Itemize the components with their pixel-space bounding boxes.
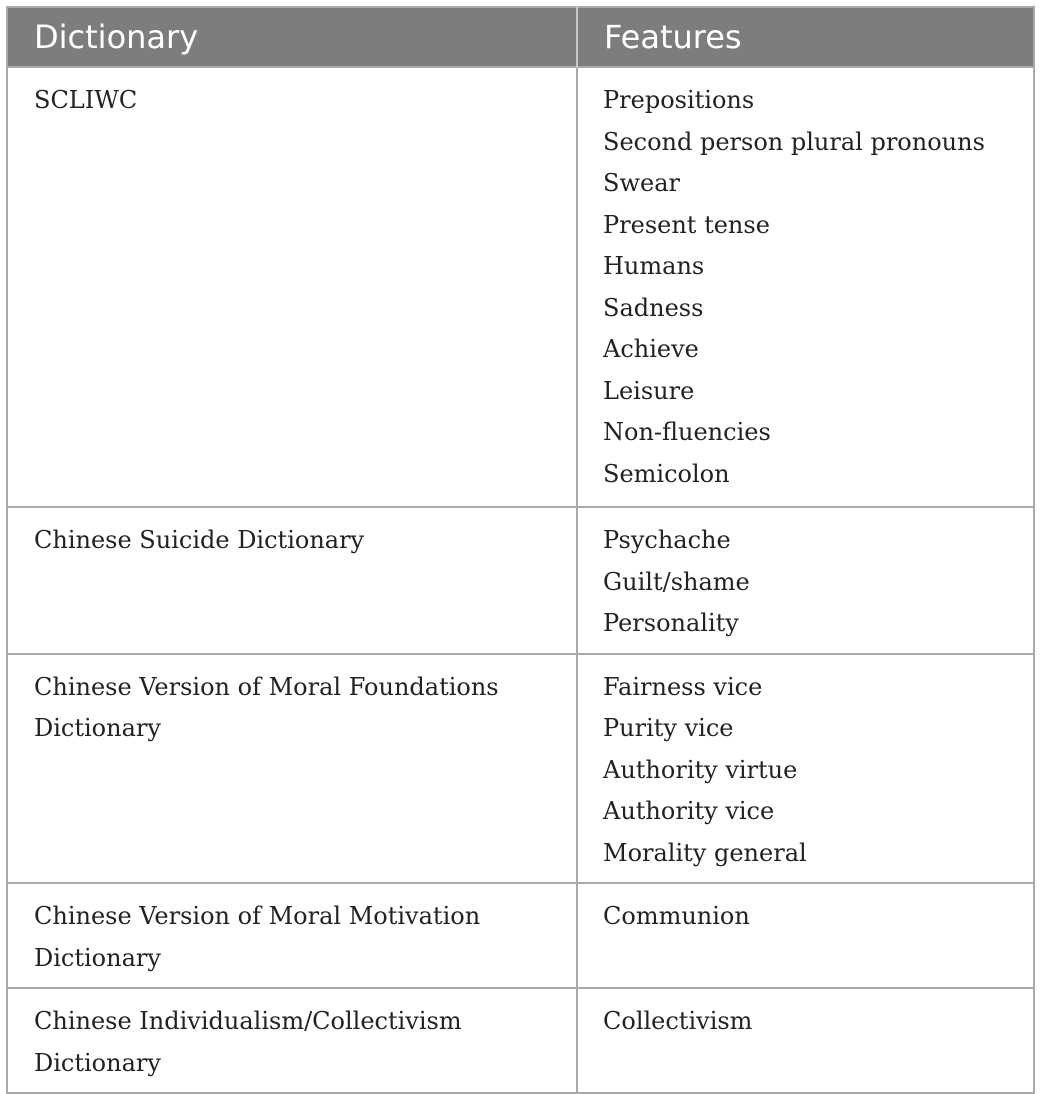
features-cell: [577, 67, 1034, 507]
feature-item: Purity vice: [603, 714, 734, 742]
dictionary-name-line: Chinese Version of Moral Motivation: [34, 902, 481, 930]
dictionary-features-table: [6, 6, 1035, 1094]
features-cell: [577, 883, 1034, 988]
table-row: [7, 507, 1034, 654]
feature-item: Achieve: [603, 335, 699, 363]
features-cell: [577, 988, 1034, 1093]
table-row: [7, 883, 1034, 988]
column-header-dictionary: Dictionary: [7, 7, 577, 67]
table-row: [7, 67, 1034, 507]
dictionary-name: SCLIWC: [34, 86, 138, 114]
dictionary-cell: [7, 507, 577, 654]
dictionary-cell: [7, 988, 577, 1093]
feature-item: Present tense: [603, 210, 770, 239]
feature-item: Second person plural pronouns: [603, 127, 985, 156]
feature-item: Communion: [603, 902, 750, 930]
feature-item: Authority virtue: [603, 755, 798, 784]
feature-item: Leisure: [603, 376, 695, 405]
feature-item: Swear: [603, 169, 680, 197]
column-header-features: Features: [577, 7, 1034, 67]
dictionary-name: Chinese Suicide Dictionary: [34, 526, 365, 554]
feature-item: Semicolon: [603, 459, 730, 488]
dictionary-name-line: Chinese Version of Moral Foundations: [34, 672, 499, 701]
table-header-row: [7, 7, 1034, 67]
dictionary-name-line: Dictionary: [34, 714, 161, 742]
dictionary-name-line: Dictionary: [34, 943, 161, 972]
dictionary-cell: [7, 883, 577, 988]
feature-item: Non-fluencies: [603, 418, 771, 446]
table-row: [7, 654, 1034, 884]
feature-item: Personality: [603, 609, 739, 637]
dictionary-cell: [7, 654, 577, 884]
feature-item: Morality general: [603, 838, 807, 867]
dictionary-name-line: Chinese Individualism/Collectivism: [34, 1007, 462, 1035]
features-cell: [577, 507, 1034, 654]
dictionary-name-line: Dictionary: [34, 1048, 161, 1077]
feature-item: Prepositions: [603, 86, 755, 114]
feature-item: Guilt/shame: [603, 567, 750, 596]
feature-item: Psychache: [603, 526, 731, 554]
features-cell: [577, 654, 1034, 884]
table-row: [7, 988, 1034, 1093]
feature-item: Humans: [603, 252, 705, 280]
feature-item: Collectivism: [603, 1007, 753, 1035]
feature-item: Sadness: [603, 293, 704, 322]
feature-item: Fairness vice: [603, 672, 763, 701]
dictionary-cell: [7, 67, 577, 507]
feature-item: Authority vice: [603, 797, 775, 825]
